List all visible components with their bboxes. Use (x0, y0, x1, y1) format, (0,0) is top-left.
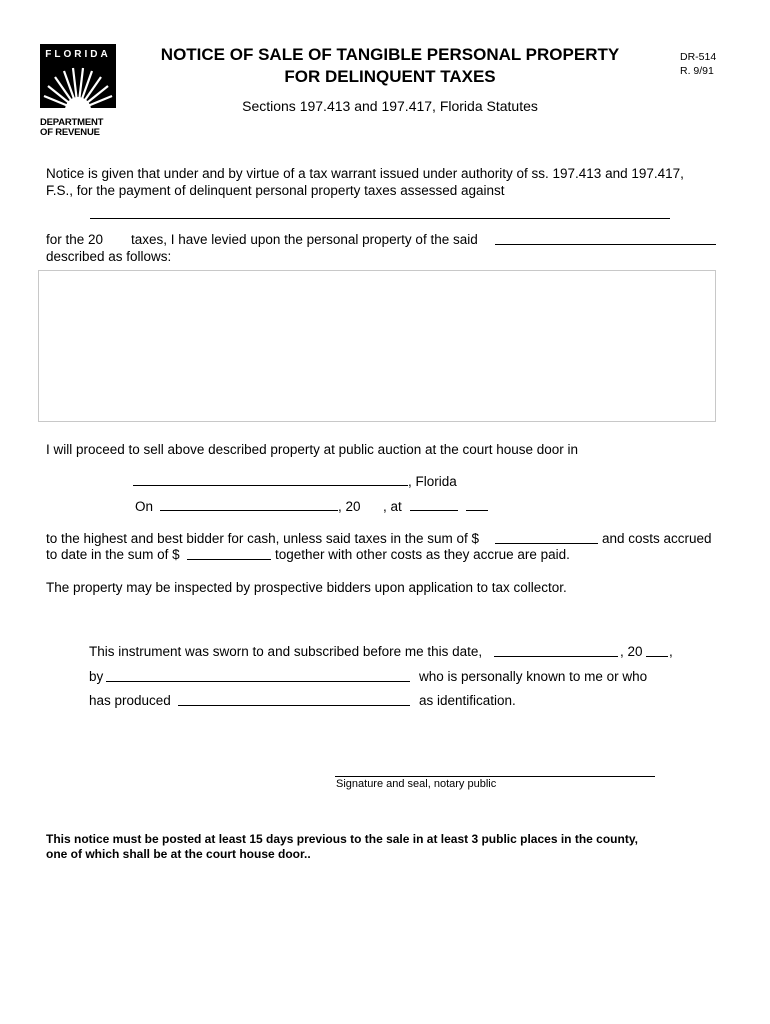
sale-date-field[interactable] (160, 510, 338, 511)
property-description-box[interactable] (38, 270, 716, 422)
florida-dor-logo (40, 44, 116, 144)
identification-field[interactable] (178, 705, 410, 706)
notary-comma: , (669, 644, 673, 659)
to-date-label: to date in the sum of $ (46, 547, 180, 562)
title-line1: NOTICE OF SALE OF TANGIBLE PERSONAL PROPERTY (160, 45, 620, 64)
form-revision: R. 9/91 (680, 65, 714, 77)
has-produced-label: has produced (89, 693, 171, 708)
logo-dept-line2: OF REVENUE (40, 127, 100, 138)
described-as-follows: described as follows: (46, 249, 172, 264)
footer-line2: one of which shall be at the court house door.. (46, 847, 311, 861)
year-label: , 20 (338, 499, 361, 514)
county-field[interactable] (133, 485, 408, 486)
on-label: On (135, 499, 154, 514)
at-label: , at (383, 499, 402, 514)
footer-line1: This notice must be posted at least 15 days previous to the sale in at least 3 public places in the county, (46, 832, 638, 846)
sale-ampm-field[interactable] (466, 510, 488, 511)
notary-year-label: , 20 (620, 644, 643, 659)
costs-accrued-label: and costs accrued (602, 531, 712, 546)
levy-text: taxes, I have levied upon the personal property of the said (131, 232, 478, 247)
levy-year-prefix: for the 20 (46, 232, 104, 247)
notary-date-field[interactable] (494, 656, 618, 657)
notary-year-field[interactable] (646, 656, 668, 657)
form-number-block (680, 50, 716, 78)
florida-label: , Florida (408, 474, 457, 489)
logo-state-name: FLORIDA (40, 44, 116, 66)
sale-time-field[interactable] (410, 510, 458, 511)
taxpayer-name-field[interactable] (90, 218, 670, 219)
form-number: DR-514 (680, 51, 717, 63)
notice-line2: F.S., for the payment of delinquent personal property taxes assessed against (46, 183, 505, 198)
notary-signature-line[interactable] (335, 776, 655, 777)
personally-known-text: who is personally known to me or who (419, 669, 648, 684)
form-title (130, 44, 650, 88)
by-label: by (89, 669, 104, 684)
affiant-name-field[interactable] (106, 681, 410, 682)
taxpayer-name-field-2[interactable] (495, 244, 716, 245)
identification-label: as identification. (419, 693, 516, 708)
title-line2: FOR DELINQUENT TAXES (284, 67, 496, 86)
tax-sum-field[interactable] (495, 543, 598, 544)
notice-line1: Notice is given that under and by virtue of a tax warrant issued under authority of ss. 197.413 and 197.417, (46, 166, 684, 181)
costs-sum-field[interactable] (187, 559, 271, 560)
statute-sections: Sections 197.413 and 197.417, Florida Statutes (242, 98, 538, 114)
signature-caption: Signature and seal, notary public (336, 778, 497, 790)
logo-dept-line1: DEPARTMENT (40, 117, 104, 128)
sun-icon (40, 66, 116, 108)
inspect-text: The property may be inspected by prospective bidders upon application to tax collector. (46, 580, 567, 595)
other-costs-text: together with other costs as they accrue are paid. (275, 547, 570, 562)
sworn-text: This instrument was sworn to and subscribed before me this date, (89, 644, 483, 659)
bidder-text: to the highest and best bidder for cash, unless said taxes in the sum of $ (46, 531, 480, 546)
auction-intro: I will proceed to sell above described property at public auction at the court house door in (46, 442, 579, 457)
